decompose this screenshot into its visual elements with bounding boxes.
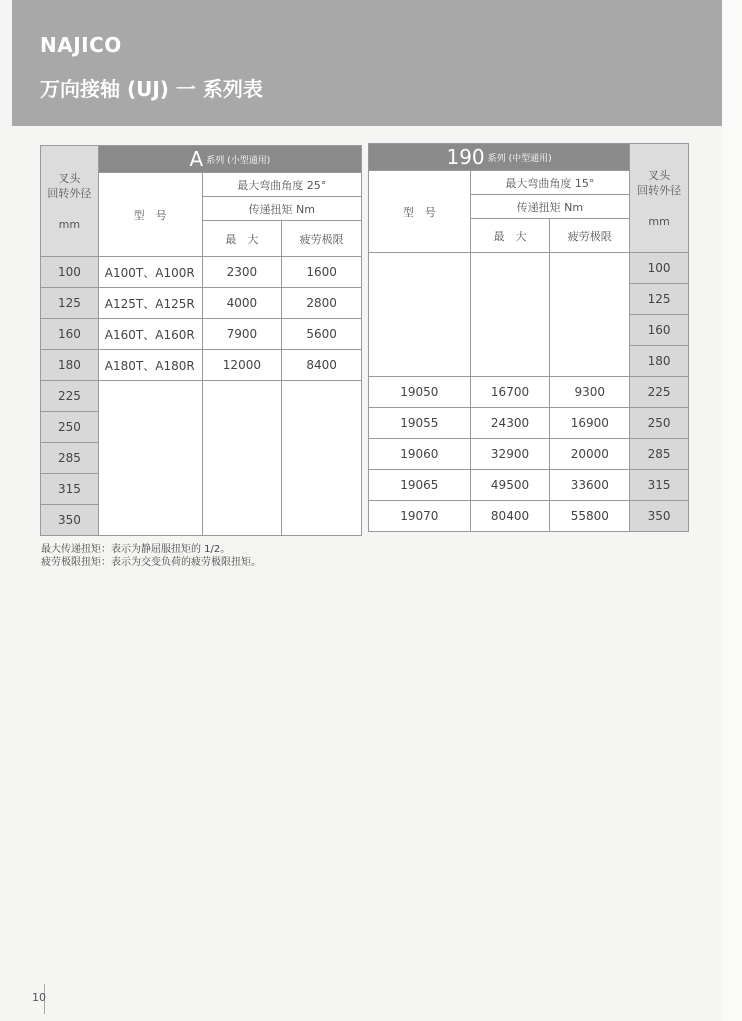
table-row: 100 A100T、A100R 2300 1600 bbox=[41, 257, 362, 288]
table-row: 250 bbox=[41, 412, 362, 443]
table-row: 350 bbox=[41, 505, 362, 536]
series-a-title: A 系列 (小型通用) bbox=[98, 146, 361, 173]
table-a-series bbox=[40, 145, 362, 536]
page-header bbox=[12, 0, 722, 126]
angle-header: 最大弯曲角度 25° bbox=[202, 173, 361, 197]
table-row: 160 bbox=[369, 315, 689, 346]
table-row: 19060 32900 20000 285 bbox=[369, 439, 689, 470]
table-row: 315 bbox=[41, 474, 362, 505]
brand-logo: NAJICO bbox=[40, 33, 122, 57]
series-190-title: 190 系列 (中型通用) bbox=[369, 144, 630, 171]
torque-header: 传递扭矩 Nm bbox=[202, 197, 361, 221]
max-header: 最 大 bbox=[470, 219, 550, 253]
angle-header: 最大弯曲角度 15° bbox=[470, 171, 630, 195]
table-row: 125 bbox=[369, 284, 689, 315]
page-edge bbox=[722, 0, 742, 1021]
model-header: 型 号 bbox=[98, 173, 202, 257]
note-max-torque: 最大传递扭矩：表示为静屈服扭矩的 1/2。 bbox=[41, 544, 231, 555]
max-header: 最 大 bbox=[202, 221, 282, 257]
table-row: 19055 24300 16900 250 bbox=[369, 408, 689, 439]
torque-header: 传递扭矩 Nm bbox=[470, 195, 630, 219]
table-row: 225 bbox=[41, 381, 362, 412]
table-row: 160 A160T、A160R 7900 5600 bbox=[41, 319, 362, 350]
table-row: 19070 80400 55800 350 bbox=[369, 501, 689, 532]
note-fatigue-torque: 疲劳极限扭矩：表示为交变负荷的疲劳极限扭矩。 bbox=[41, 557, 261, 568]
table-row: 180 bbox=[369, 346, 689, 377]
dia-header: 叉头 回转外径 mm bbox=[630, 144, 689, 253]
table-row: 285 bbox=[41, 443, 362, 474]
table-row: 19050 16700 9300 225 bbox=[369, 377, 689, 408]
table-row: 180 A180T、A180R 12000 8400 bbox=[41, 350, 362, 381]
table-190-series bbox=[368, 143, 689, 532]
model-header: 型 号 bbox=[369, 171, 471, 253]
table-row: 100 bbox=[369, 253, 689, 284]
table-row: 19065 49500 33600 315 bbox=[369, 470, 689, 501]
table-row: 125 A125T、A125R 4000 2800 bbox=[41, 288, 362, 319]
page-title: 万向接轴 (UJ) 一 系列表 bbox=[40, 77, 263, 101]
dia-header: 叉头 回转外径 mm bbox=[41, 146, 99, 257]
fatigue-header: 疲劳极限 bbox=[550, 219, 630, 253]
page-number: 10 bbox=[32, 991, 46, 1004]
fatigue-header: 疲劳极限 bbox=[282, 221, 362, 257]
